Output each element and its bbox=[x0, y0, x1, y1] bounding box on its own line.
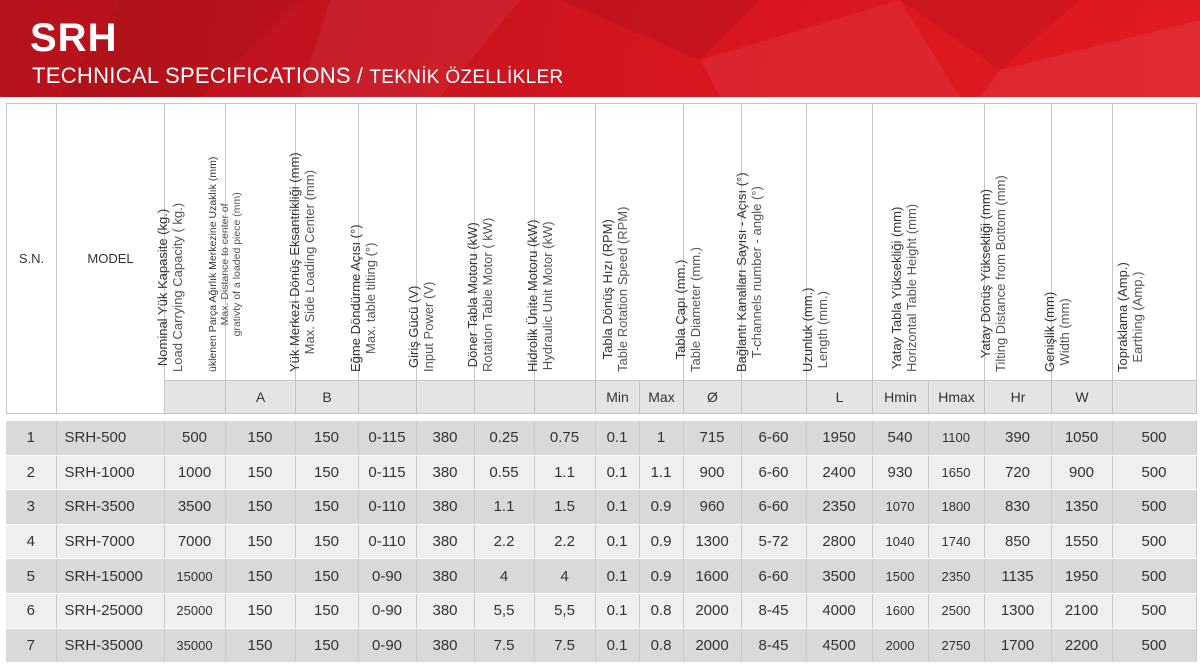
table-cell: 715 bbox=[683, 421, 741, 455]
table-cell: 5,5 bbox=[474, 593, 534, 628]
sub-label: L bbox=[807, 381, 873, 414]
table-cell: 500 bbox=[1112, 628, 1196, 663]
model-cell: SRH-35000 bbox=[56, 628, 164, 663]
table-cell: 4000 bbox=[806, 593, 872, 628]
table-cell: 2000 bbox=[872, 628, 928, 663]
table-cell: 0.25 bbox=[474, 421, 534, 455]
table-cell: 0.55 bbox=[474, 455, 534, 490]
col-header-tilting: Eğme Döndürme Açısı (°) Max. table tilting (°) bbox=[359, 104, 417, 381]
table-cell: 0.1 bbox=[595, 490, 639, 525]
table-cell: 0.9 bbox=[639, 559, 683, 594]
table-cell: 380 bbox=[416, 593, 474, 628]
table-cell: 2750 bbox=[928, 628, 984, 663]
sub-label: Hmax bbox=[929, 381, 985, 414]
table-cell: 7.5 bbox=[474, 628, 534, 663]
table-cell: 0.1 bbox=[595, 455, 639, 490]
sub-label: Hmin bbox=[873, 381, 929, 414]
sub-label bbox=[475, 381, 535, 414]
table-cell: 4 bbox=[474, 559, 534, 594]
col-header-t-channels: Bağlantı Kanalları Sayısı - Açısı (°) T-channels number - angle (°) bbox=[742, 104, 807, 381]
sub-header-row bbox=[7, 381, 1197, 414]
table-cell: 1950 bbox=[1051, 559, 1112, 594]
table-cell: 0-110 bbox=[358, 490, 416, 525]
sub-label: Min bbox=[596, 381, 640, 414]
table-cell: 500 bbox=[1112, 490, 1196, 525]
col-header-tilting-distance: Yatay Dönüş Yüksekliği (mm) Tilting Distance from Bottom (mm) bbox=[985, 104, 1052, 381]
table-cell: 1000 bbox=[164, 455, 225, 490]
subtitle-separator: / bbox=[356, 63, 364, 88]
col-header-capacity: Nominal Yük Kapasite (kg.) Load Carrying Capacity ( kg.) bbox=[165, 104, 226, 381]
sub-label: W bbox=[1052, 381, 1113, 414]
table-cell: 500 bbox=[1112, 421, 1196, 455]
col-header-length: Uzunluk (mm.) Length (mm.) bbox=[807, 104, 873, 381]
table-cell: 1 bbox=[6, 421, 56, 455]
subtitle-tr: TEKNİK ÖZELLİKLER bbox=[369, 67, 564, 88]
sub-label: B bbox=[296, 381, 359, 414]
table-cell: 1100 bbox=[928, 421, 984, 455]
table-cell: 1350 bbox=[1051, 490, 1112, 525]
table-cell: 4 bbox=[534, 559, 595, 594]
table-cell: 500 bbox=[164, 421, 225, 455]
spec-table-body bbox=[6, 421, 1197, 663]
table-cell: 380 bbox=[416, 455, 474, 490]
table-cell: 720 bbox=[984, 455, 1051, 490]
sub-label bbox=[417, 381, 475, 414]
table-cell: 6-60 bbox=[741, 455, 806, 490]
table-cell: 0.9 bbox=[639, 524, 683, 559]
page-title: SRH bbox=[30, 16, 118, 60]
sub-label: Hr bbox=[985, 381, 1052, 414]
table-cell: 1.1 bbox=[474, 490, 534, 525]
table-cell: 2.2 bbox=[474, 524, 534, 559]
table-cell: 850 bbox=[984, 524, 1051, 559]
table-cell: 960 bbox=[683, 490, 741, 525]
table-cell: 150 bbox=[225, 490, 295, 525]
col-header-rotation-motor: Döner Tabla Motoru (kW) Rotation Table Motor ( kW) bbox=[475, 104, 535, 381]
subtitle-en: TECHNICAL SPECIFICATIONS bbox=[32, 63, 351, 88]
table-cell: 6 bbox=[6, 593, 56, 628]
table-cell: 150 bbox=[225, 593, 295, 628]
table-cell: 1.1 bbox=[534, 455, 595, 490]
table-row bbox=[6, 490, 1196, 525]
table-cell: 0.8 bbox=[639, 593, 683, 628]
table-cell: 2000 bbox=[683, 628, 741, 663]
table-cell: 1950 bbox=[806, 421, 872, 455]
sub-label: Max bbox=[640, 381, 684, 414]
table-cell: 1300 bbox=[683, 524, 741, 559]
table-cell: 6-60 bbox=[741, 421, 806, 455]
table-cell: 1040 bbox=[872, 524, 928, 559]
table-cell: 150 bbox=[225, 628, 295, 663]
sub-label bbox=[535, 381, 596, 414]
table-cell: 1800 bbox=[928, 490, 984, 525]
table-cell: 500 bbox=[1112, 593, 1196, 628]
table-cell: 4 bbox=[6, 524, 56, 559]
col-header-width: Genişlik (mm) Width (mm) bbox=[1052, 104, 1113, 381]
model-cell: SRH-3500 bbox=[56, 490, 164, 525]
table-cell: 540 bbox=[872, 421, 928, 455]
table-cell: 0-115 bbox=[358, 455, 416, 490]
col-header-earthing: Topraklama (Amp.) Earthing (Amp.) bbox=[1113, 104, 1197, 381]
table-cell: 500 bbox=[1112, 559, 1196, 594]
table-cell: 380 bbox=[416, 628, 474, 663]
table-cell: 0.75 bbox=[534, 421, 595, 455]
table-cell: 900 bbox=[683, 455, 741, 490]
table-cell: 0.1 bbox=[595, 593, 639, 628]
table-cell: 2100 bbox=[1051, 593, 1112, 628]
col-header-distance: üklenen Parça Ağırlık Merkezine Uzaklık (mm) Max. Distance to center of grativty of a loaded piece (mm) bbox=[226, 104, 296, 381]
table-cell: 0-90 bbox=[358, 593, 416, 628]
table-cell: 2200 bbox=[1051, 628, 1112, 663]
table-cell: 2.2 bbox=[534, 524, 595, 559]
sub-label bbox=[165, 381, 226, 414]
table-cell: 150 bbox=[295, 455, 358, 490]
table-cell: 500 bbox=[1112, 455, 1196, 490]
table-cell: 0-110 bbox=[358, 524, 416, 559]
model-cell: SRH-1000 bbox=[56, 455, 164, 490]
table-cell: 7000 bbox=[164, 524, 225, 559]
table-cell: 1300 bbox=[984, 593, 1051, 628]
table-cell: 500 bbox=[1112, 524, 1196, 559]
table-cell: 2350 bbox=[806, 490, 872, 525]
table-cell: 0-90 bbox=[358, 628, 416, 663]
title-banner bbox=[0, 0, 1200, 97]
col-header-side-loading: Yük Merkezi Dönüş Eksantrikliği (mm) Max. Side Loading Center (mm) bbox=[296, 104, 359, 381]
table-cell: 4500 bbox=[806, 628, 872, 663]
table-cell: 1.5 bbox=[534, 490, 595, 525]
table-cell: 7 bbox=[6, 628, 56, 663]
table-cell: 0.9 bbox=[639, 490, 683, 525]
table-cell: 1740 bbox=[928, 524, 984, 559]
col-header-table-diameter: Tabla Çapı (mm.) Table Diameter (mm.) bbox=[684, 104, 742, 381]
table-cell: 150 bbox=[295, 421, 358, 455]
table-row bbox=[6, 559, 1196, 594]
table-cell: 1600 bbox=[872, 593, 928, 628]
table-cell: 8-45 bbox=[741, 593, 806, 628]
table-cell: 1550 bbox=[1051, 524, 1112, 559]
sub-label bbox=[1113, 381, 1197, 414]
table-cell: 1600 bbox=[683, 559, 741, 594]
table-cell: 380 bbox=[416, 559, 474, 594]
table-cell: 3500 bbox=[806, 559, 872, 594]
table-row bbox=[6, 421, 1196, 455]
table-cell: 150 bbox=[295, 593, 358, 628]
table-cell: 1650 bbox=[928, 455, 984, 490]
col-header-model: MODEL bbox=[57, 104, 165, 414]
sub-label: A bbox=[226, 381, 296, 414]
table-cell: 5-72 bbox=[741, 524, 806, 559]
model-cell: SRH-7000 bbox=[56, 524, 164, 559]
col-header-input-power: Giriş Gücü (V) Input Power (V) bbox=[417, 104, 475, 381]
table-cell: 150 bbox=[225, 524, 295, 559]
table-cell: 150 bbox=[295, 628, 358, 663]
table-cell: 150 bbox=[225, 421, 295, 455]
table-cell: 1500 bbox=[872, 559, 928, 594]
table-cell: 900 bbox=[1051, 455, 1112, 490]
table-cell: 0.1 bbox=[595, 524, 639, 559]
sub-label: Ø bbox=[684, 381, 742, 414]
model-cell: SRH-15000 bbox=[56, 559, 164, 594]
table-cell: 35000 bbox=[164, 628, 225, 663]
table-row bbox=[6, 593, 1196, 628]
table-cell: 150 bbox=[225, 559, 295, 594]
model-cell: SRH-500 bbox=[56, 421, 164, 455]
table-row bbox=[6, 524, 1196, 559]
table-cell: 6-60 bbox=[741, 559, 806, 594]
sub-label bbox=[359, 381, 417, 414]
table-cell: 5 bbox=[6, 559, 56, 594]
table-cell: 380 bbox=[416, 421, 474, 455]
table-cell: 15000 bbox=[164, 559, 225, 594]
col-header-rotation-speed: Tabla Dönüş Hızı (RPM) Table Rotation Speed (RPM) bbox=[596, 104, 684, 381]
page-subtitle bbox=[32, 64, 563, 90]
table-cell: 380 bbox=[416, 490, 474, 525]
table-cell: 830 bbox=[984, 490, 1051, 525]
table-cell: 25000 bbox=[164, 593, 225, 628]
table-cell: 8-45 bbox=[741, 628, 806, 663]
table-cell: 150 bbox=[295, 524, 358, 559]
table-cell: 380 bbox=[416, 524, 474, 559]
table-cell: 0-90 bbox=[358, 559, 416, 594]
col-header-sn: S.N. bbox=[7, 104, 57, 414]
table-cell: 0.1 bbox=[595, 421, 639, 455]
table-row bbox=[6, 628, 1196, 663]
table-cell: 1 bbox=[639, 421, 683, 455]
table-cell: 2350 bbox=[928, 559, 984, 594]
table-cell: 1.1 bbox=[639, 455, 683, 490]
table-cell: 0.1 bbox=[595, 559, 639, 594]
sub-label bbox=[742, 381, 807, 414]
table-cell: 1050 bbox=[1051, 421, 1112, 455]
col-header-table-height: Yatay Tabla Yüksekliği (mm) Horizontal Table Height (mm) bbox=[873, 104, 985, 381]
table-cell: 150 bbox=[225, 455, 295, 490]
table-cell: 0.8 bbox=[639, 628, 683, 663]
table-cell: 1700 bbox=[984, 628, 1051, 663]
table-cell: 2 bbox=[6, 455, 56, 490]
table-cell: 390 bbox=[984, 421, 1051, 455]
model-cell: SRH-25000 bbox=[56, 593, 164, 628]
table-cell: 150 bbox=[295, 559, 358, 594]
table-cell: 150 bbox=[295, 490, 358, 525]
col-header-hydraulic-motor: Hidrolik Ünite Motoru (kW) Hydraulic Unit Motor (kW) bbox=[535, 104, 596, 381]
table-cell: 2500 bbox=[928, 593, 984, 628]
table-cell: 930 bbox=[872, 455, 928, 490]
table-cell: 3500 bbox=[164, 490, 225, 525]
table-cell: 3 bbox=[6, 490, 56, 525]
table-cell: 0-115 bbox=[358, 421, 416, 455]
table-cell: 7.5 bbox=[534, 628, 595, 663]
table-row bbox=[6, 455, 1196, 490]
table-cell: 1135 bbox=[984, 559, 1051, 594]
table-cell: 2800 bbox=[806, 524, 872, 559]
table-cell: 2000 bbox=[683, 593, 741, 628]
table-cell: 0.1 bbox=[595, 628, 639, 663]
table-cell: 1070 bbox=[872, 490, 928, 525]
table-cell: 6-60 bbox=[741, 490, 806, 525]
table-cell: 2400 bbox=[806, 455, 872, 490]
spec-table-header bbox=[6, 103, 1197, 414]
table-cell: 5,5 bbox=[534, 593, 595, 628]
